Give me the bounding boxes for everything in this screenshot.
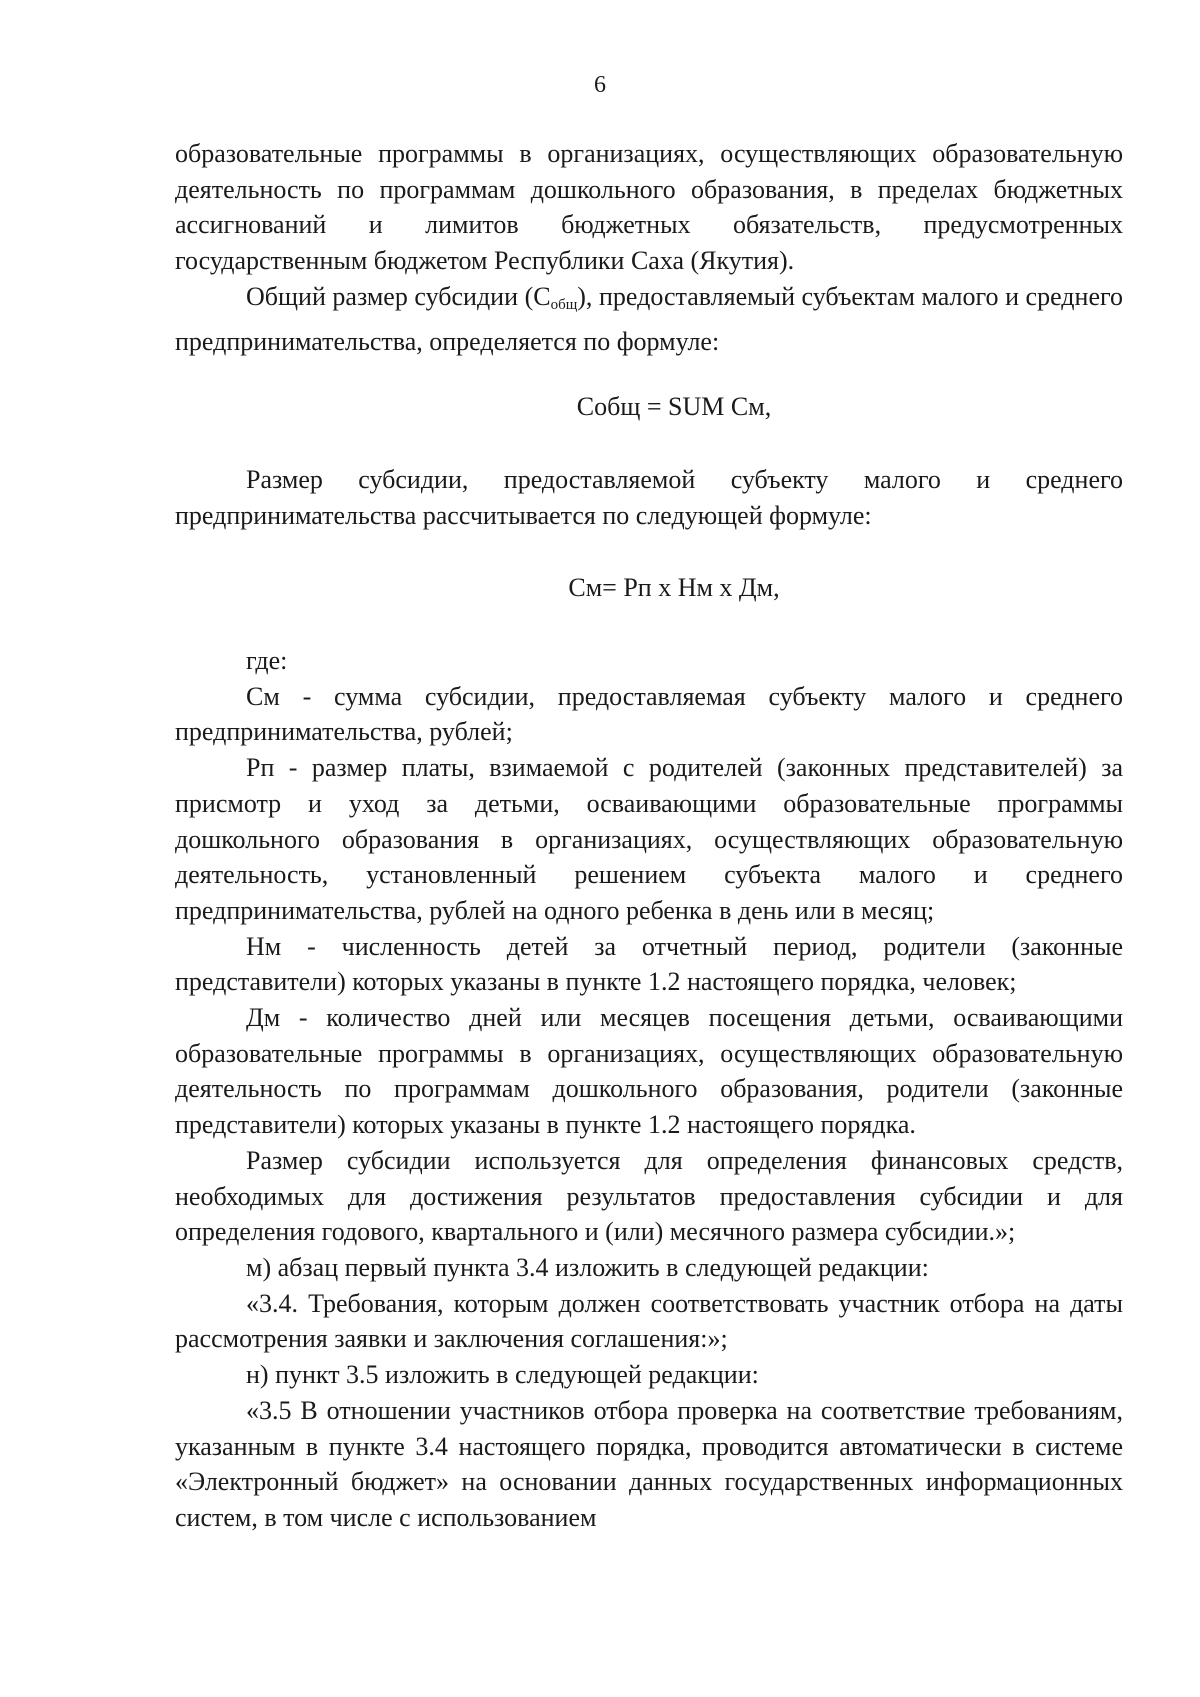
paragraph-def-nm: Нм - численность детей за отчетный период, родители (законные представители) которых указаны в пункте 1.2 настоящего порядка, человек; [175,931,1123,997]
paragraph-def-rp: Рп - размер платы, взимаемой с родителей (законных представителей) за присмотр и уход за детьми, осваивающими образовательные программы дошкольного образования в организациях, осуществляющих образовательную деятельность, установленный решением субъекта малого и среднего предпринимательства, рублей на одного ребенка в день или в месяц; [175,753,1123,925]
paragraph-continuation: образовательные программы в организациях, осуществляющих образовательную деятельность по программам дошкольного образования, в пределах бюджетных ассигнований и лимитов бюджетных обязательств, предусмотренных государственным бюджетом Республики Саха (Якутия). [175,139,1123,276]
subscript-text: общ [550,296,578,313]
formula-sm: См= Рп х Нм х Дм, [568,573,780,603]
paragraph-text: ), предоставляемый субъектам малого и среднего предпринимательства, определяется по формуле: [175,281,1123,356]
document-body [175,136,1123,1536]
paragraph-subsidy-size: Размер субсидии, предоставляемой субъекту малого и среднего предпринимательства рассчитывается по следующей формуле: [175,464,1123,530]
paragraph-item-n: н) пункт 3.5 изложить в следующей редакции: [246,1360,759,1390]
paragraph-item-m: м) абзац первый пункта 3.4 изложить в следующей редакции: [246,1252,929,1282]
paragraph-def-dm: Дм - количество дней или месяцев посещения детьми, осваивающими образовательные программы в организациях, осуществляющих образовательную деятельность по программам дошкольного образования, родители (законные представители) которых указаны в пункте 1.2 настоящего порядка. [175,1003,1123,1140]
paragraph-where: где: [246,646,288,676]
paragraph-total-subsidy [175,279,1123,359]
formula-total: Собщ = SUM См, [576,392,772,422]
paragraph-3-4: «3.4. Требования, которым должен соответствовать участник отбора на даты рассмотрения заявки и заключения соглашения:»; [175,1288,1123,1354]
paragraph-usage: Размер субсидии используется для определения финансовых средств, необходимых для достижения результатов предоставления субсидии и для определения годового, квартального и (или) месячного размера субсидии.»; [175,1145,1123,1247]
page-number: 6 [594,72,606,98]
paragraph-text: Общий размер субсидии (С [246,281,551,311]
paragraph-3-5: «3.5 В отношении участников отбора проверка на соответствие требованиям, указанным в пункте 3.4 настоящего порядка, проводится автоматически в системе «Электронный бюджет» на основании данных государственных информационных систем, в том числе с использованием [175,1395,1123,1532]
paragraph-def-sm: См - сумма субсидии, предоставляемая субъекту малого и среднего предпринимательства, рублей; [175,681,1123,747]
